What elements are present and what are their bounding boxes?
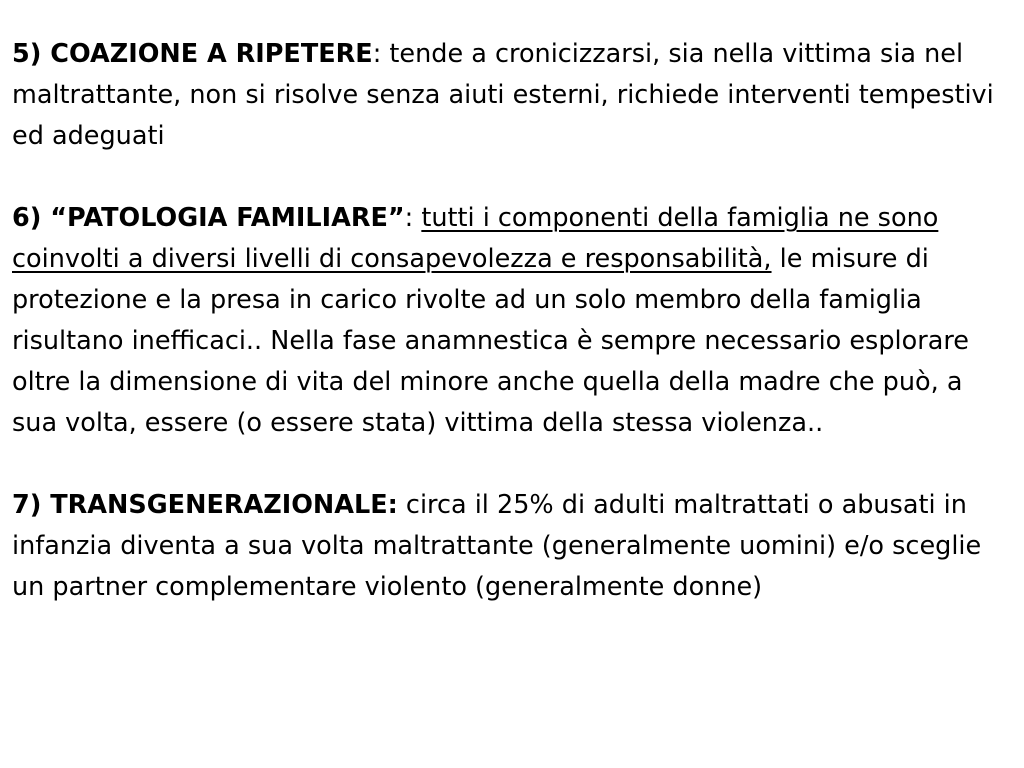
slide-content — [12, 34, 1012, 608]
section-6-paragraph — [12, 198, 1012, 444]
section-7-heading: 7) TRANSGENERAZIONALE: — [12, 490, 398, 520]
section-6-colon: : — [404, 203, 422, 233]
section-5-paragraph — [12, 34, 1012, 157]
section-6-underlined-text: tutti i componenti della famiglia ne sono coinvolti a diversi livelli di consapevolezza e responsabilità, — [12, 203, 939, 274]
section-5-heading: 5) COAZIONE A RIPETERE — [12, 39, 373, 69]
section-6-heading: 6) “PATOLOGIA FAMILIARE” — [12, 203, 405, 233]
section-5-colon: : — [372, 39, 382, 69]
section-6-body: le misure di protezione e la presa in carico rivolte ad un solo membro della famiglia risultano inefficaci.. Nella fase anamnestica è sempre necessario esplorare oltre la dimensione di vita del minore anche quella della madre che può, a sua volta, essere (o essere stata) vittima della stessa violenza.. — [12, 244, 969, 438]
section-5-body: tende a cronicizzarsi, sia nella vittima sia nel maltrattante, non si risolve senza aiuti esterni, richiede interventi tempestivi ed adeguati — [12, 39, 994, 151]
section-7-paragraph — [12, 485, 1012, 608]
section-7-body: circa il 25% di adulti maltrattati o abusati in infanzia diventa a sua volta maltrattante (generalmente uomini) e/o sceglie un partner complementare violento (generalmente donne) — [12, 490, 982, 602]
